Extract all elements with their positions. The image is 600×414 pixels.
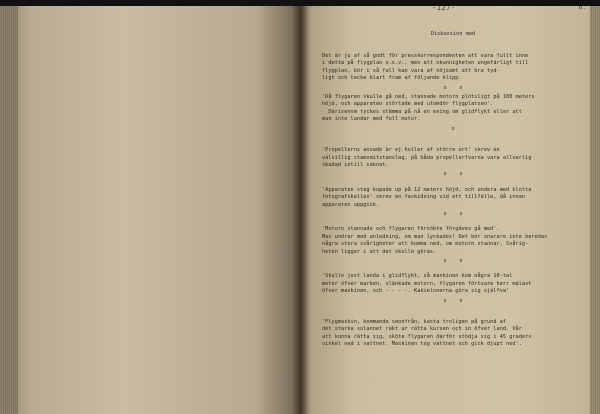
right-page: [300, 6, 600, 414]
section-separator: x x: [443, 257, 463, 264]
text-line: skadad intill saknat.: [322, 161, 389, 168]
text-line: heten ligger i att det skulle göras.: [322, 248, 437, 255]
text-line: i detta på flygplan o.s.v., men att okunnigheten ungefärligt till: [322, 60, 529, 67]
text-line: man inte landar med full motor.: [322, 116, 421, 123]
text-line: flygplan, bör i så fall kan vara af nöjsamt att bra tyd-: [322, 67, 500, 74]
text-line: 'Skulle just landa i glidflykt, så mankinen kom några 10-tal: [322, 273, 513, 280]
text-line: vinkel ned i vattnet. Maskinen tog vattnet och gick djupt ned'.: [322, 341, 522, 348]
section-separator: x: [451, 125, 455, 132]
paragraph: [322, 94, 584, 124]
corner-number: 6.: [578, 6, 586, 11]
paragraph: [322, 273, 584, 295]
text-line: 'Då flygaren skulle gå ned, stannade motorn plötsligt på 100 meters: [322, 94, 535, 101]
text-line: meter öfver marken, slänkade motorn, flygaren förtvare herr mälast: [322, 280, 532, 287]
text-line: apparaten uppgick.: [322, 201, 380, 208]
text-line: höjd, och apparaten störtade med utomdör flygplatsen'.: [322, 101, 494, 108]
page-title: Diskussion med: [430, 30, 476, 37]
text-line: det starka solannet rakt ur rätta kursen och in öfver land. Vår: [322, 326, 522, 333]
spacer: [322, 307, 584, 319]
text-line: Man undrar med anledning, om man lyckades! Det bör snarare inte beredas: [322, 233, 548, 240]
section-separator: x x: [443, 210, 463, 217]
open-book: [0, 6, 600, 414]
left-page-edges: [0, 6, 18, 414]
text-line: 'Motorn stannade och flygaren försökte förgäves gå med'.: [322, 226, 500, 233]
left-page: [0, 6, 300, 414]
section-separator: x x: [443, 297, 463, 304]
paragraph: [322, 147, 584, 169]
typewritten-text: [322, 16, 584, 349]
section-separator: x x: [443, 84, 463, 91]
text-line: några stora svårigheter att komma ned, om motorn stannar. Svårig-: [322, 241, 529, 248]
text-line: fotografskallen' skrev en fackidning vid ett tillfälle, då innan: [322, 194, 526, 201]
paragraph: [322, 226, 584, 256]
spacer: [322, 135, 584, 147]
paragraph: [322, 319, 584, 349]
text-line: 'Propellerns ansade är ej hoiler af större ort' skrev en: [322, 147, 500, 154]
paragraph: [322, 53, 584, 83]
text-line: 'Flygmaskin, kommande seonfrån, kasta troligen på grund af: [322, 319, 507, 325]
text-line: att kunna rätta sig, sköte flygaren därför stödja sig i 45 graders: [322, 333, 532, 340]
text-line: ligt och tecke klart fram af följande klipp.: [322, 75, 462, 82]
right-page-edges: [590, 6, 600, 414]
text-line: 'Apparaten steg kopade up på 12 meters höjd, och undera med blotta: [322, 186, 532, 193]
text-line: Det är ju af så godt för presskorrespondenten att vara fullt inne: [322, 53, 529, 60]
page-number: -127-: [432, 6, 456, 12]
text-line: Därisenom tyckes stämma på nå en ening om glidflykt eller att: [322, 108, 522, 115]
text-line: välvillig stamsmitstanslag, på båda propellerfvarna vara allvarlig: [322, 154, 532, 161]
paragraph: [322, 187, 584, 209]
section-separator: x x: [443, 171, 463, 178]
text-line: öfver maskinen, och - - - -. Kakielonerna göra sig själfva': [322, 288, 510, 295]
